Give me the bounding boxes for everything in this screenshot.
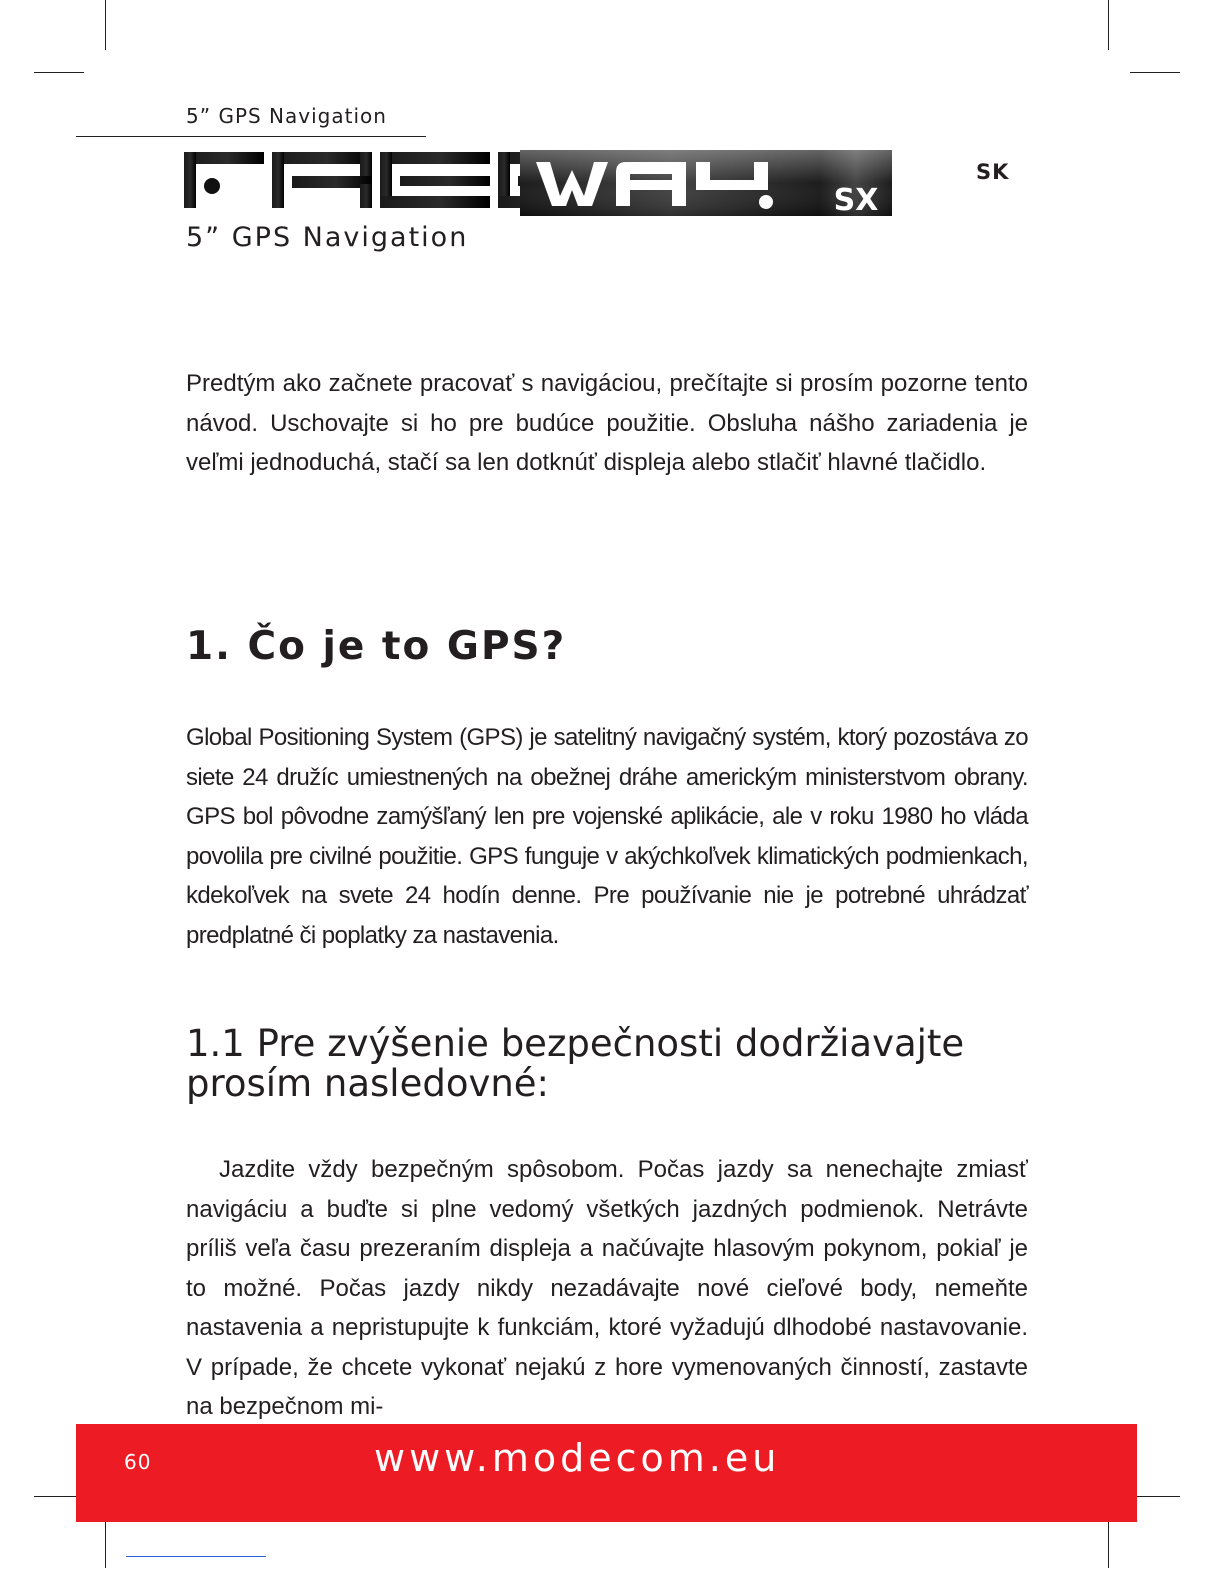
- crop-mark: [1130, 72, 1180, 73]
- page-number: 60: [124, 1450, 152, 1474]
- running-header-title: 5” GPS Navigation: [186, 104, 387, 128]
- crop-mark: [1108, 0, 1109, 50]
- crop-mark: [34, 72, 84, 73]
- logo-subtitle: 5” GPS Navigation: [186, 222, 469, 253]
- language-label: SK: [976, 160, 1010, 184]
- crop-mark: [105, 0, 106, 50]
- logo-model: SX: [833, 183, 879, 218]
- bottom-rule: [126, 1556, 266, 1557]
- section-heading: 1. Čo je to GPS?: [186, 624, 567, 669]
- intro-paragraph: Predtým ako začnete pracovať s navigáciou, prečítajte si prosím pozorne tento návod. Uschovajte si ho pre budúce použitie. Obsluha nášho zariadenia je veľmi jednoduchá, stačí sa len dotknúť displeja alebo stlačiť hlavné tlačidlo.: [186, 370, 1028, 476]
- crop-mark: [1108, 1516, 1109, 1568]
- website-link[interactable]: www.modecom.eu: [374, 1436, 781, 1480]
- header-divider: [76, 136, 426, 137]
- footer-bar: [76, 1424, 1137, 1522]
- subsection-heading: 1.1 Pre zvýšenie bezpečnosti dodržiavajte prosím nasledovné:: [186, 1022, 965, 1105]
- safety-paragraph: Jazdite vždy bezpečným spôsobom. Počas jazdy sa nenechajte zmiasť navigáciu a buďte si plne vedomý všetkých jazdných podmienok. Netrávte príliš veľa času prezeraním displeja a načúvajte hlasovým pokynom, pokiaľ je to možné. Počas jazdy nikdy nezadávajte nové cieľové body, nemeňte nastavenia a nepristupujte k funkciám, ktoré vyžadujú dlhodobé nastavovanie. V prípade, že chcete vykonať nejakú z hore vymenovaných činností, zastavte na bezpečnom mi-: [186, 1156, 1028, 1420]
- freeway-logo: [184, 150, 892, 218]
- crop-mark: [1130, 1496, 1180, 1497]
- crop-mark: [105, 1516, 106, 1568]
- gps-paragraph: Global Positioning System (GPS) je satelitný navigačný systém, ktorý pozostáva zo siete 24 družíc umiestnených na obežnej dráhe americkým ministerstvom obrany. GPS bol pôvodne zamýšľaný len pre vojenské aplikácie, ale v roku 1980 ho vláda povolila pre civilné použitie. GPS funguje v akýchkoľvek klimatických podmienkach, kdekoľvek na svete 24 hodín denne. Pre používanie nie je potrebné uhrádzať predplatné či poplatky za nastavenia.: [186, 724, 1028, 949]
